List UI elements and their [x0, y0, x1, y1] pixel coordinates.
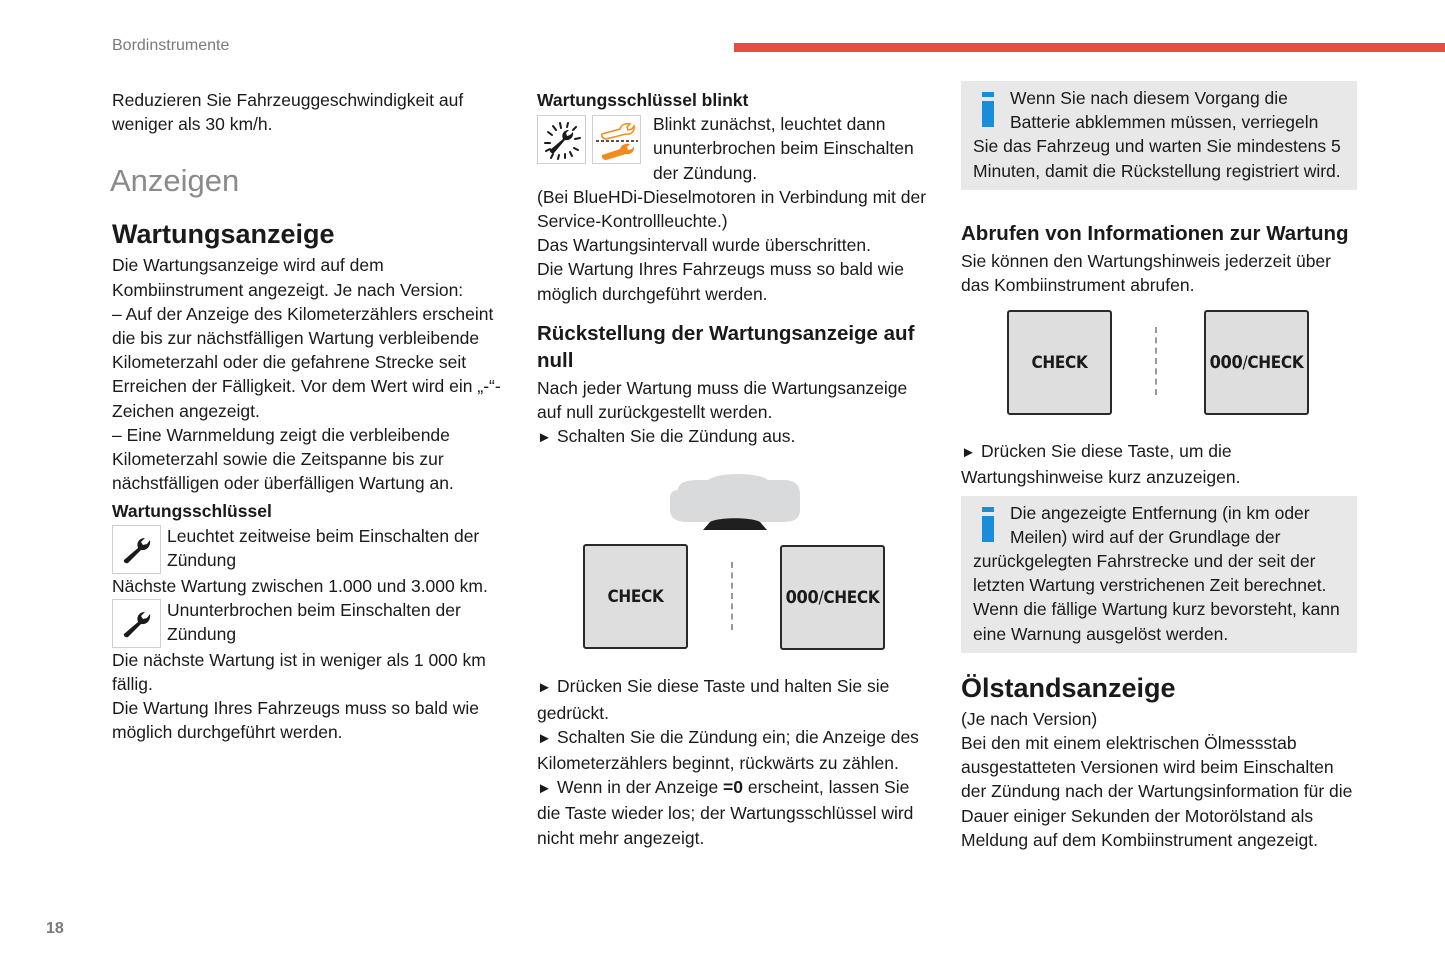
reset-diagram: [537, 450, 932, 674]
running-header: Bordinstrumente: [112, 37, 230, 54]
check-zero-button[interactable]: 000 / CHECK: [780, 545, 885, 650]
wrench-state-1-desc: Nächste Wartung zwischen 1.000 und 3.000 km.: [112, 575, 488, 596]
arrow-icon: ►: [537, 429, 552, 447]
speed-instruction: Reduzieren Sie Fahrzeuggeschwindigkeit auf weniger als 30 km/h.: [112, 90, 464, 135]
wrench-state-2: [112, 598, 507, 648]
reset-step-1: ► Schalten Sie die Zündung aus.: [537, 424, 932, 450]
section-title: Anzeigen: [110, 163, 240, 199]
blinkt-block: [537, 112, 932, 185]
check-button[interactable]: CHECK: [1007, 310, 1112, 415]
info-note-distance: [961, 496, 1357, 653]
wrench-icon: [112, 525, 161, 574]
abrufen-step: ► Drücken Sie diese Taste, um die Wartungshinweise kurz anzuzeigen.: [961, 441, 1241, 488]
abrufen-intro: Sie können den Wartungshinweis jederzeit über das Kombiinstrument abrufen.: [961, 250, 1331, 296]
wartungsanzeige-item-1: – Auf der Anzeige des Kilometerzählers erscheint die bis zur nächstfälligen Wartung verbleibende Kilometerzahl oder die gefahrene Strecke seit Erreichen der Fälligkeit. Vor dem Wert wird ein „-“-Zeichen angezeigt.: [112, 303, 501, 421]
reset-step-2: ► Drücken Sie diese Taste und halten Sie sie gedrückt.: [537, 676, 890, 723]
wrench-state-2-desc-2: Die Wartung Ihres Fahrzeugs muss so bald wie möglich durchgeführt werden.: [112, 698, 480, 743]
separator-dashed: [1155, 327, 1157, 395]
column-1: [112, 88, 507, 745]
page-number: 18: [46, 920, 64, 937]
wartungsanzeige-intro: Die Wartungsanzeige wird auf dem Kombiinstrument angezeigt. Je nach Version:: [112, 255, 464, 300]
interval-exceeded: Das Wartungsintervall wurde überschritten.: [537, 235, 871, 256]
flashing-wrench-icon: [537, 115, 586, 164]
blinkt-icons: [537, 114, 647, 164]
wrench-state-2-text: Ununterbrochen beim Einschalten der Zündung: [167, 599, 461, 645]
oelstand-text: Bei den mit einem elektrischen Ölmessstab ausgestatteten Versionen wird beim Einschalten der Zündung nach der Wartungsinformation für die Dauer einiger Sekunden der Motorölstand als Meldung auf dem Kombiinstrument angezeigt.: [961, 733, 1353, 850]
reset-step-3: ► Schalten Sie die Zündung ein; die Anzeige des Kilometerzählers beginnt, rückwärts zu zählen.: [537, 726, 919, 774]
oelstand-version: (Je nach Version): [961, 708, 1098, 729]
abrufen-heading: Abrufen von Informationen zur Wartung: [961, 221, 1349, 245]
check-zero-button[interactable]: 000 / CHECK: [1204, 310, 1309, 415]
info-icon: [982, 507, 994, 542]
wrench-state-1-text: Leuchtet zeitweise beim Einschalten der Zündung: [167, 525, 480, 570]
service-asap: Die Wartung Ihres Fahrzeugs muss so bald wie möglich durchgeführt werden.: [537, 259, 905, 304]
oelstand-heading: Ölstandsanzeige: [961, 672, 1176, 703]
wrench-state-1: [112, 524, 507, 574]
column-3: [961, 88, 1357, 852]
wrench-state-2-desc-1: Die nächste Wartung ist in weniger als 1 000 km fällig.: [112, 649, 486, 695]
arrow-icon: ►: [537, 729, 552, 747]
info-note-battery: [961, 81, 1357, 190]
abrufen-diagram: [961, 297, 1357, 439]
arrow-icon: ►: [961, 444, 976, 462]
arrow-icon: ►: [537, 780, 552, 798]
check-button[interactable]: CHECK: [583, 544, 688, 649]
orange-wrench-icon: [592, 115, 641, 164]
reset-step-4: ► Wenn in der Anzeige =0 erscheint, lassen Sie die Taste wieder los; der Wartungsschlüssel wird nicht mehr angezeigt.: [537, 777, 914, 848]
wrench-icon: [112, 599, 161, 648]
wartungsanzeige-heading: Wartungsanzeige: [112, 219, 335, 250]
column-2: [537, 88, 932, 850]
info-icon: [982, 92, 994, 127]
bluehdi-note: (Bei BlueHDi-Dieselmotoren in Verbindung mit der Service-Kontrollleuchte.): [537, 186, 927, 232]
car-top-view-icon: [668, 472, 802, 530]
arrow-icon: ►: [537, 679, 552, 697]
blinkt-heading: Wartungsschlüssel blinkt: [537, 90, 749, 110]
reset-intro: Nach jeder Wartung muss die Wartungsanzeige auf null zurückgestellt werden.: [537, 377, 908, 423]
info-note-distance-text: Die angezeigte Entfernung (in km oder Meilen) wird auf der Grundlage der zurückgelegten Fahrstrecke und der seit der letzten Wartung verstrichenen Zeit berechnet. Wenn die fällige Wartung kurz bevorsteht, kann eine Warnung ausgelöst werden.: [973, 502, 1340, 644]
wartungsanzeige-item-2: – Eine Warnmeldung zeigt die verbleibende Kilometerzahl sowie die Zeitspanne bis zur nächstfälligen oder überfälligen Wartung an.: [112, 424, 454, 494]
blinkt-text: Blinkt zunächst, leuchtet dann ununterbrochen beim Einschalten der Zündung.: [653, 114, 914, 183]
wartungsschluessel-heading: Wartungsschlüssel: [112, 501, 272, 522]
separator-dashed: [731, 562, 733, 630]
reset-heading: Rückstellung der Wartungsanzeige auf null: [537, 321, 915, 372]
info-note-battery-text: Wenn Sie nach diesem Vorgang die Batterie abklemmen müssen, verriegeln Sie das Fahrzeug und warten Sie mindestens 5 Minuten, damit die Rückstellung registriert wird.: [973, 88, 1341, 181]
header-accent-bar: [734, 43, 1445, 52]
